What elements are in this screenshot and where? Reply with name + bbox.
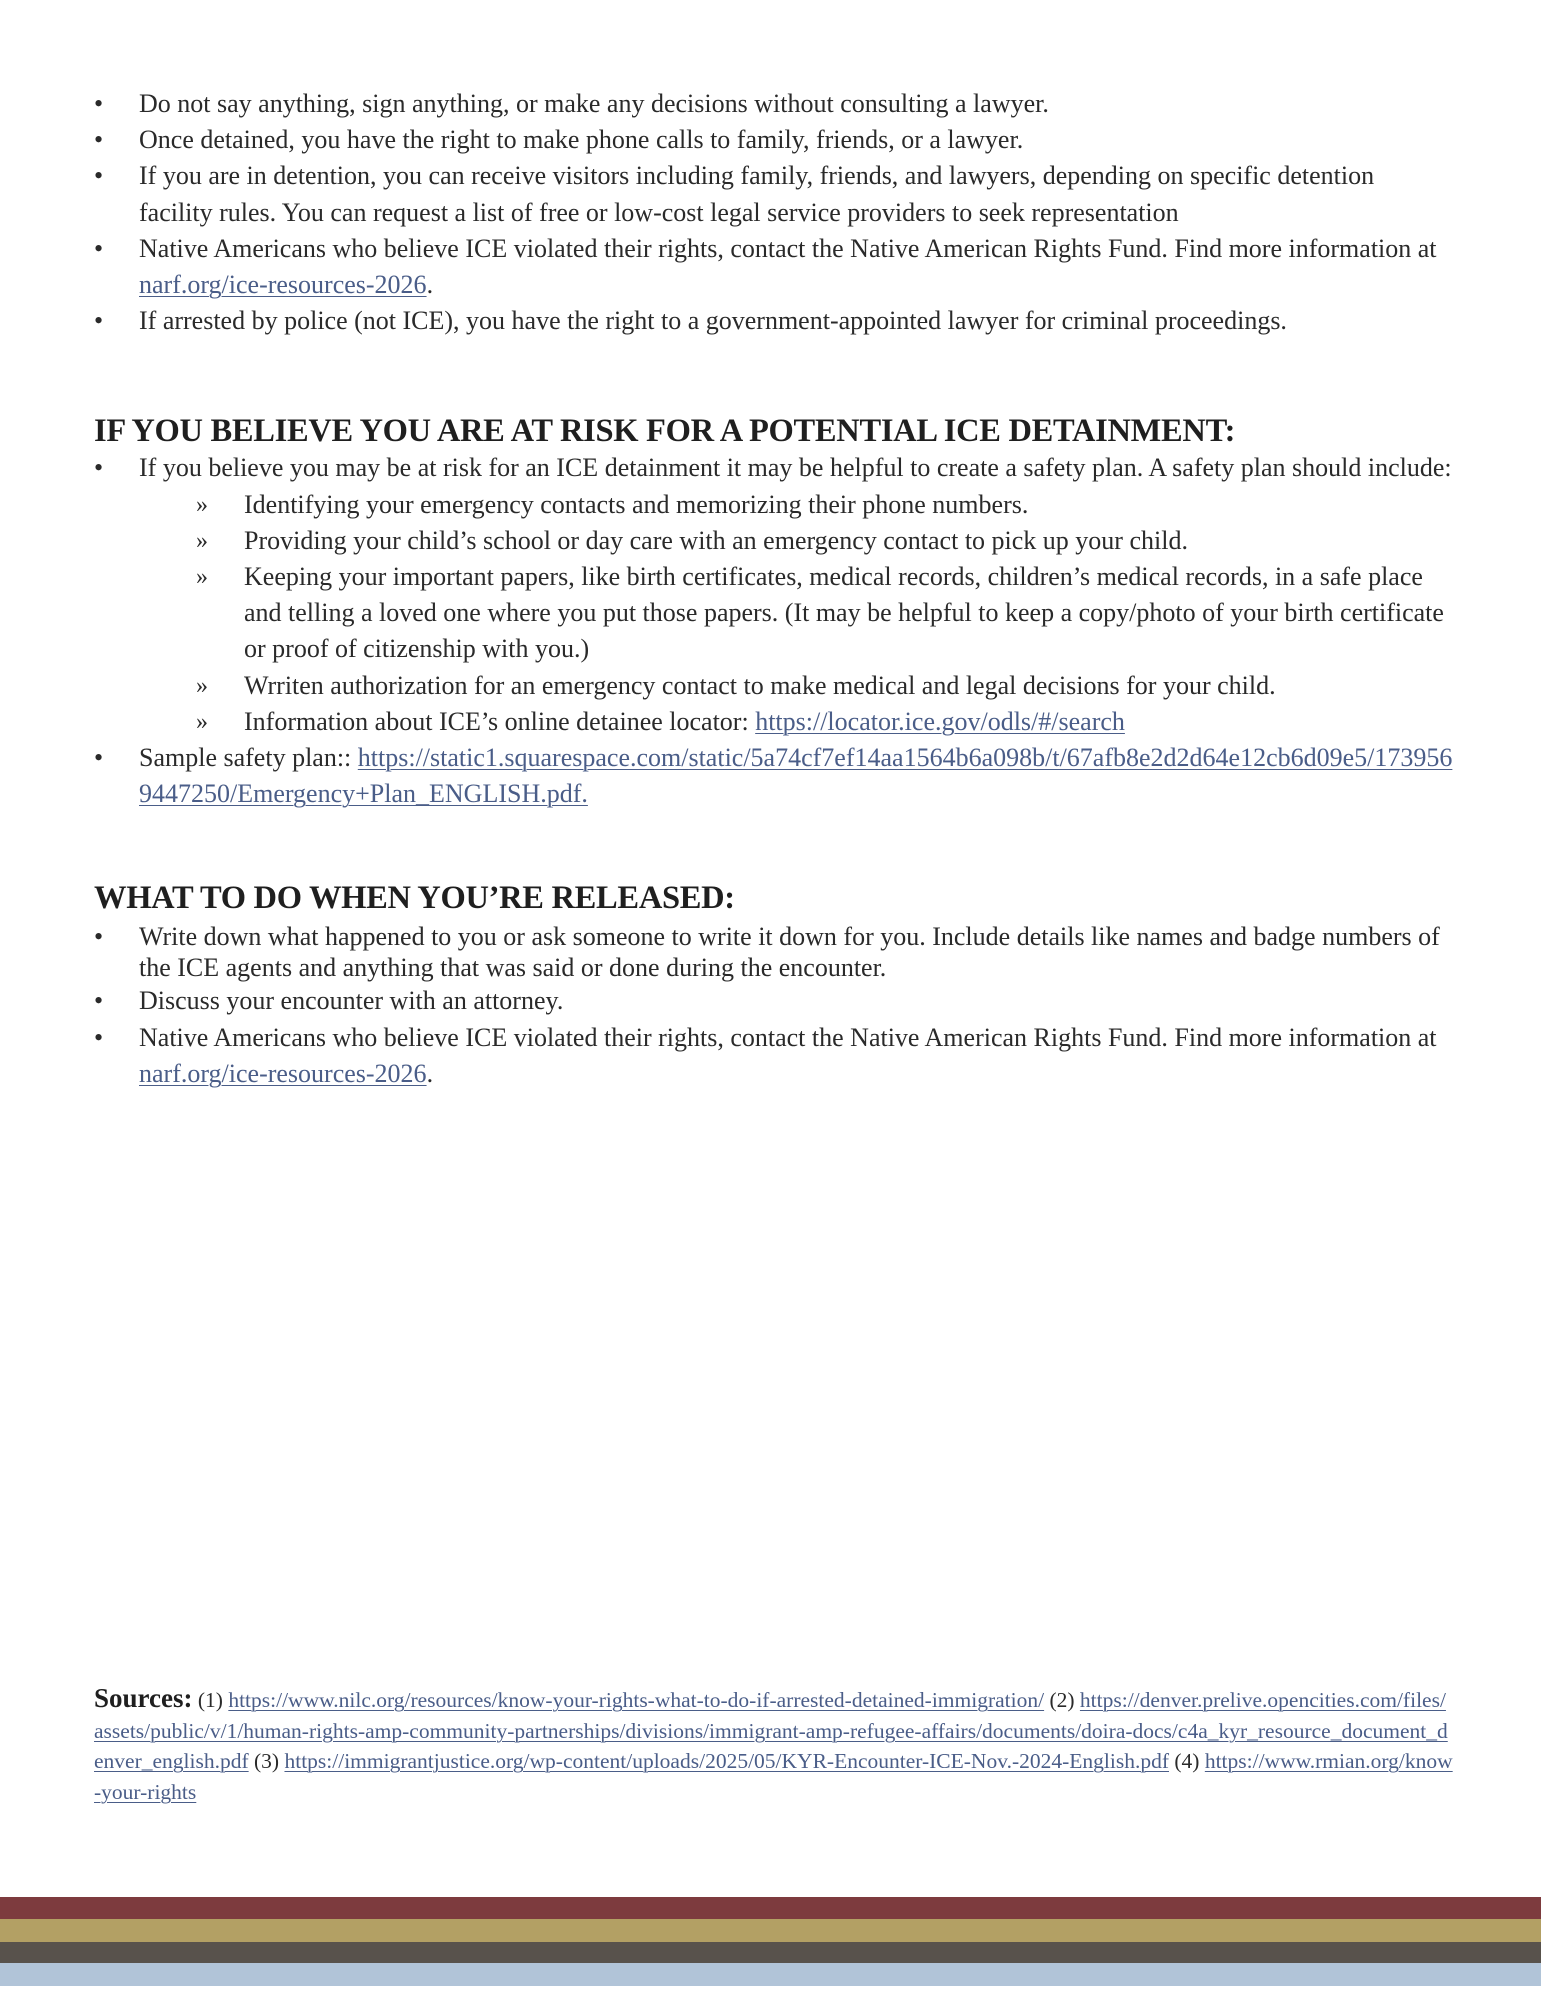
source-number: (4): [1174, 1749, 1200, 1773]
released-list: [94, 921, 1454, 1092]
section-heading: IF YOU BELIEVE YOU ARE AT RISK FOR A POTENTIAL ICE DETAINMENT:: [94, 413, 1236, 450]
item-text-end: .: [426, 270, 434, 300]
sample-safety-plan-link[interactable]: https://static1.squarespace.com/static/5a74cf7ef14aa1564b6a098b/t/67afb8e2d2d64e12cb6d09e5/1739569447250/Emergency+Plan_ENGLISH.pdf.: [139, 743, 1453, 809]
narf-resources-link[interactable]: narf.org/ice-resources-2026: [139, 1058, 427, 1088]
source-number: (3): [254, 1749, 280, 1773]
source-link-denver[interactable]: https://denver.prelive.opencities.com/files/assets/public/v/1/human-rights-amp-community-partnerships/divisions/immigrant-amp-refugee-affairs/documents/doira-docs/c4a_kyr_resource_document_denver_english.pdf: [94, 1688, 1448, 1773]
sources-label: Sources:: [94, 1683, 193, 1713]
item-text: Providing your child’s school or day care with an emergency contact to pick up your child.: [244, 525, 1188, 555]
double-chevron-icon: »: [196, 708, 208, 735]
source-number: (1): [197, 1688, 223, 1712]
list-item: [94, 122, 1454, 158]
list-item: [94, 303, 1454, 339]
list-item: [94, 1020, 1454, 1092]
bullet-icon: •: [94, 1022, 104, 1052]
list-item: [94, 86, 1454, 122]
narf-resources-link[interactable]: narf.org/ice-resources-2026: [139, 270, 427, 300]
double-chevron-icon: »: [196, 527, 208, 554]
source-link-immigrantjustice[interactable]: https://immigrantjustice.org/wp-content/uploads/2025/05/KYR-Encounter-ICE-Nov.-2024-English.pdf: [284, 1749, 1169, 1773]
item-text: If arrested by police (not ICE), you have the right to a government-appointed lawyer for criminal proceedings.: [139, 306, 1287, 336]
sources-footnote: [94, 1683, 1454, 1807]
stripe-gold: [0, 1919, 1541, 1942]
list-item: [94, 740, 1454, 812]
stripe-light-blue: [0, 1963, 1541, 1986]
document-content: [94, 86, 1454, 1092]
bullet-icon: •: [94, 986, 104, 1016]
source-link-nilc[interactable]: https://www.nilc.org/resources/know-your-rights-what-to-do-if-arrested-detained-immigration/: [228, 1688, 1045, 1712]
bullet-icon: •: [94, 161, 104, 191]
list-item: [94, 158, 1454, 230]
source-number: (2): [1049, 1688, 1075, 1712]
safety-plan-sublist: [94, 487, 1454, 740]
sub-list-item: [94, 668, 1454, 704]
double-chevron-icon: »: [196, 672, 208, 699]
item-text: Native Americans who believe ICE violated their rights, contact the Native American Rights Fund. Find more information at: [139, 1022, 1437, 1052]
item-text: Once detained, you have the right to make phone calls to family, friends, or a lawyer.: [139, 125, 1024, 155]
item-text: Native Americans who believe ICE violated their rights, contact the Native American Rights Fund. Find more information at: [139, 233, 1437, 263]
list-item: [94, 921, 1454, 983]
item-text: Sample safety plan::: [139, 743, 358, 773]
item-text: If you believe you may be at risk for an ICE detainment it may be helpful to create a safety plan. A safety plan should include:: [139, 453, 1452, 483]
sub-list-item: [94, 704, 1454, 740]
intro-rights-list: [94, 86, 1454, 339]
section-at-risk: [94, 412, 1454, 812]
item-text-end: .: [426, 1058, 434, 1088]
bullet-icon: •: [94, 233, 104, 263]
bullet-icon: •: [94, 453, 104, 483]
item-text: Do not say anything, sign anything, or make any decisions without consulting a lawyer.: [139, 89, 1049, 118]
section-released: [94, 879, 1454, 1092]
item-text: Write down what happened to you or ask someone to write it down for you. Include details like names and badge numbers of the ICE agents and anything that was said or done during the encounter.: [139, 922, 1440, 983]
list-item: [94, 231, 1454, 303]
item-text: Discuss your encounter with an attorney.: [139, 986, 564, 1016]
bullet-icon: •: [94, 743, 104, 773]
item-text: Identifying your emergency contacts and memorizing their phone numbers.: [244, 489, 1029, 519]
item-text: Information about ICE’s online detainee locator:: [244, 706, 756, 736]
bullet-icon: •: [94, 89, 104, 118]
sub-list-item: [94, 523, 1454, 559]
bullet-icon: •: [94, 922, 104, 952]
section-heading: WHAT TO DO WHEN YOU’RE RELEASED:: [94, 880, 735, 917]
source-link-rmian[interactable]: https://www.rmian.org/know-your-rights: [94, 1749, 1453, 1804]
at-risk-list: [94, 450, 1454, 486]
sub-list-item: [94, 487, 1454, 523]
sample-plan-list: [94, 740, 1454, 812]
double-chevron-icon: »: [196, 491, 208, 518]
stripe-dark-gray: [0, 1942, 1541, 1963]
bullet-icon: •: [94, 306, 104, 336]
list-item: [94, 450, 1454, 486]
bullet-icon: •: [94, 125, 104, 155]
decorative-footer-stripes: [0, 1897, 1541, 1986]
item-text: If you are in detention, you can receive visitors including family, friends, and lawyers, depending on specific detention facility rules. You can request a list of free or low-cost legal service providers to seek representation: [139, 161, 1375, 227]
double-chevron-icon: »: [196, 564, 208, 591]
sub-list-item: [94, 559, 1454, 668]
ice-locator-link[interactable]: https://locator.ice.gov/odls/#/search: [755, 706, 1125, 736]
item-text: Wrriten authorization for an emergency contact to make medical and legal decisions for your child.: [244, 670, 1276, 700]
list-item: [94, 983, 1454, 1019]
stripe-maroon: [0, 1897, 1541, 1919]
item-text: Keeping your important papers, like birth certificates, medical records, children’s medical records, in a safe place and telling a loved one where you put those papers. (It may be helpful to keep a copy/photo of your birth certificate or proof of citizenship with you.): [244, 562, 1444, 664]
